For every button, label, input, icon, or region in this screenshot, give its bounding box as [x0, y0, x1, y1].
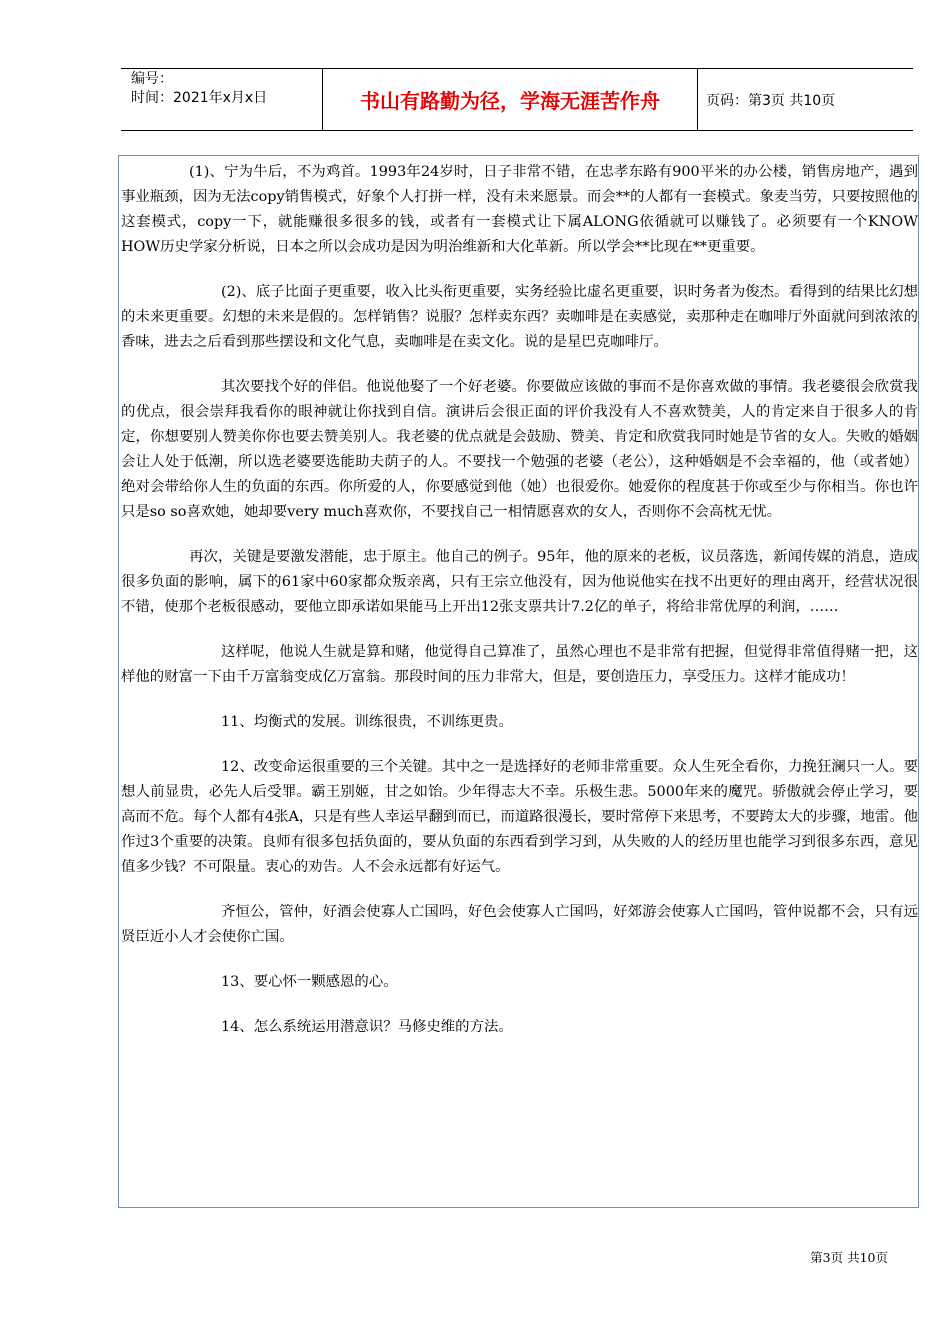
- document-body: [118, 155, 919, 1208]
- page-footer: 第3页 共10页: [810, 1250, 888, 1265]
- paragraph-6: 11、均衡式的发展。训练很贵，不训练更贵。: [221, 714, 513, 730]
- paragraph-5: 这样呢，他说人生就是算和赌，他觉得自己算准了，虽然心理也不是非常有把握，但觉得非常值得赌一把，这样他的财富一下由千万富翁变成亿万富翁。那段时间的压力非常大，但是，要创造压力，享受压力。这样才能成功！: [121, 644, 918, 685]
- paragraph-2: (2)、底子比面子更重要，收入比头衔更重要，实务经验比虚名更重要，识时务者为俊杰。看得到的结果比幻想的未来更重要。幻想的未来是假的。怎样销售？说服？怎样卖东西？卖咖啡是在卖感觉，卖那种走在咖啡厅外面就问到浓浓的香味，进去之后看到那些摆设和文化气息，卖咖啡是在卖文化。说的是星巴克咖啡厅。: [121, 284, 918, 350]
- header-motto: 书山有路勤为径，学海无涯苦作舟: [323, 69, 698, 130]
- header-page-label: 页码：第3页 共10页: [706, 92, 836, 109]
- paragraph-8: 齐恒公，管仲，好酒会使寡人亡国吗，好色会使寡人亡国吗，好郊游会使寡人亡国吗，管仲说都不会，只有远贤臣近小人才会使你亡国。: [121, 904, 918, 945]
- paragraph-10: 14、怎么系统运用潜意识？马修史维的方法。: [221, 1019, 513, 1035]
- paragraph-9: 13、要心怀一颗感恩的心。: [221, 974, 398, 990]
- paragraph-1: (1)、宁为牛后，不为鸡首。1993年24岁时，日子非常不错，在忠孝东路有900平米的办公楼，销售房地产，遇到事业瓶颈，因为无法copy销售模式，好象个人打拼一样，没有未来愿景。而会**的人都有一套模式。象麦当劳，只要按照他的这套模式，copy一下，就能赚很多很多的钱，或者有一套模式让下属ALONG依循就可以赚钱了。必须要有一个KNOW HOW历史学家分析说，日本之所以会成功是因为明治维新和大化革新。所以学会**比现在**更重要。: [121, 164, 918, 255]
- paragraph-3: 其次要找个好的伴侣。他说他娶了一个好老婆。你要做应该做的事而不是你喜欢做的事情。我老婆很会欣赏我的优点，很会崇拜我看你的眼神就让你找到自信。演讲后会很正面的评价我没有人不喜欢赞美，人的肯定来自于很多人的肯定，你想要别人赞美你你也要去赞美别人。我老婆的优点就是会鼓励、赞美、肯定和欣赏我同时她是节省的女人。失败的婚姻会让人处于低潮，所以选老婆要选能助夫荫子的人。不要找一个勉强的老婆（老公），这种婚姻是不会幸福的，他（或者她）绝对会带给你人生的负面的东西。你所爱的人，你要感觉到他（她）也很爱你。她爱你的程度甚于你或至少与你相当。你也许只是so so喜欢她，她却要very much喜欢你，不要找自己一相情愿喜欢的女人，否则你不会高枕无忧。: [121, 379, 918, 520]
- paragraph-7: 12、改变命运很重要的三个关键。其中之一是选择好的老师非常重要。众人生死全看你，力挽狂澜只一人。要想人前显贵，必先人后受罪。霸王别姬，甘之如饴。少年得志大不幸。乐极生悲。5000年来的魔咒。骄傲就会停止学习，要高而不危。每个人都有4张A，只是有些人幸运早翻到而已，而道路很漫长，要时常停下来思考，不要跨太大的步骤，地雷。他作过3个重要的决策。良师有很多包括负面的，要从负面的东西看到学习到，从失败的人的经历里也能学习到很多东西，意见值多少钱？不可限量。衷心的劝告。人不会永远都有好运气。: [121, 759, 918, 875]
- page-header: [121, 68, 913, 131]
- document-time-label: 时间：2021年x月x日: [131, 90, 268, 106]
- paragraph-4: 再次，关键是要激发潜能，忠于原主。他自己的例子。95年，他的原来的老板，议员落选，新闻传媒的消息，造成很多负面的影响，属下的61家中60家都众叛亲离，只有王宗立他没有，因为他说他实在找不出更好的理由离开，经营状况很不错，使那个老板很感动，要他立即承诺如果能马上开出12张支票共计7.2亿的单子，将给非常优厚的利润，……: [121, 549, 918, 615]
- header-meta: [121, 69, 323, 130]
- document-number-label: 编号：: [131, 71, 173, 87]
